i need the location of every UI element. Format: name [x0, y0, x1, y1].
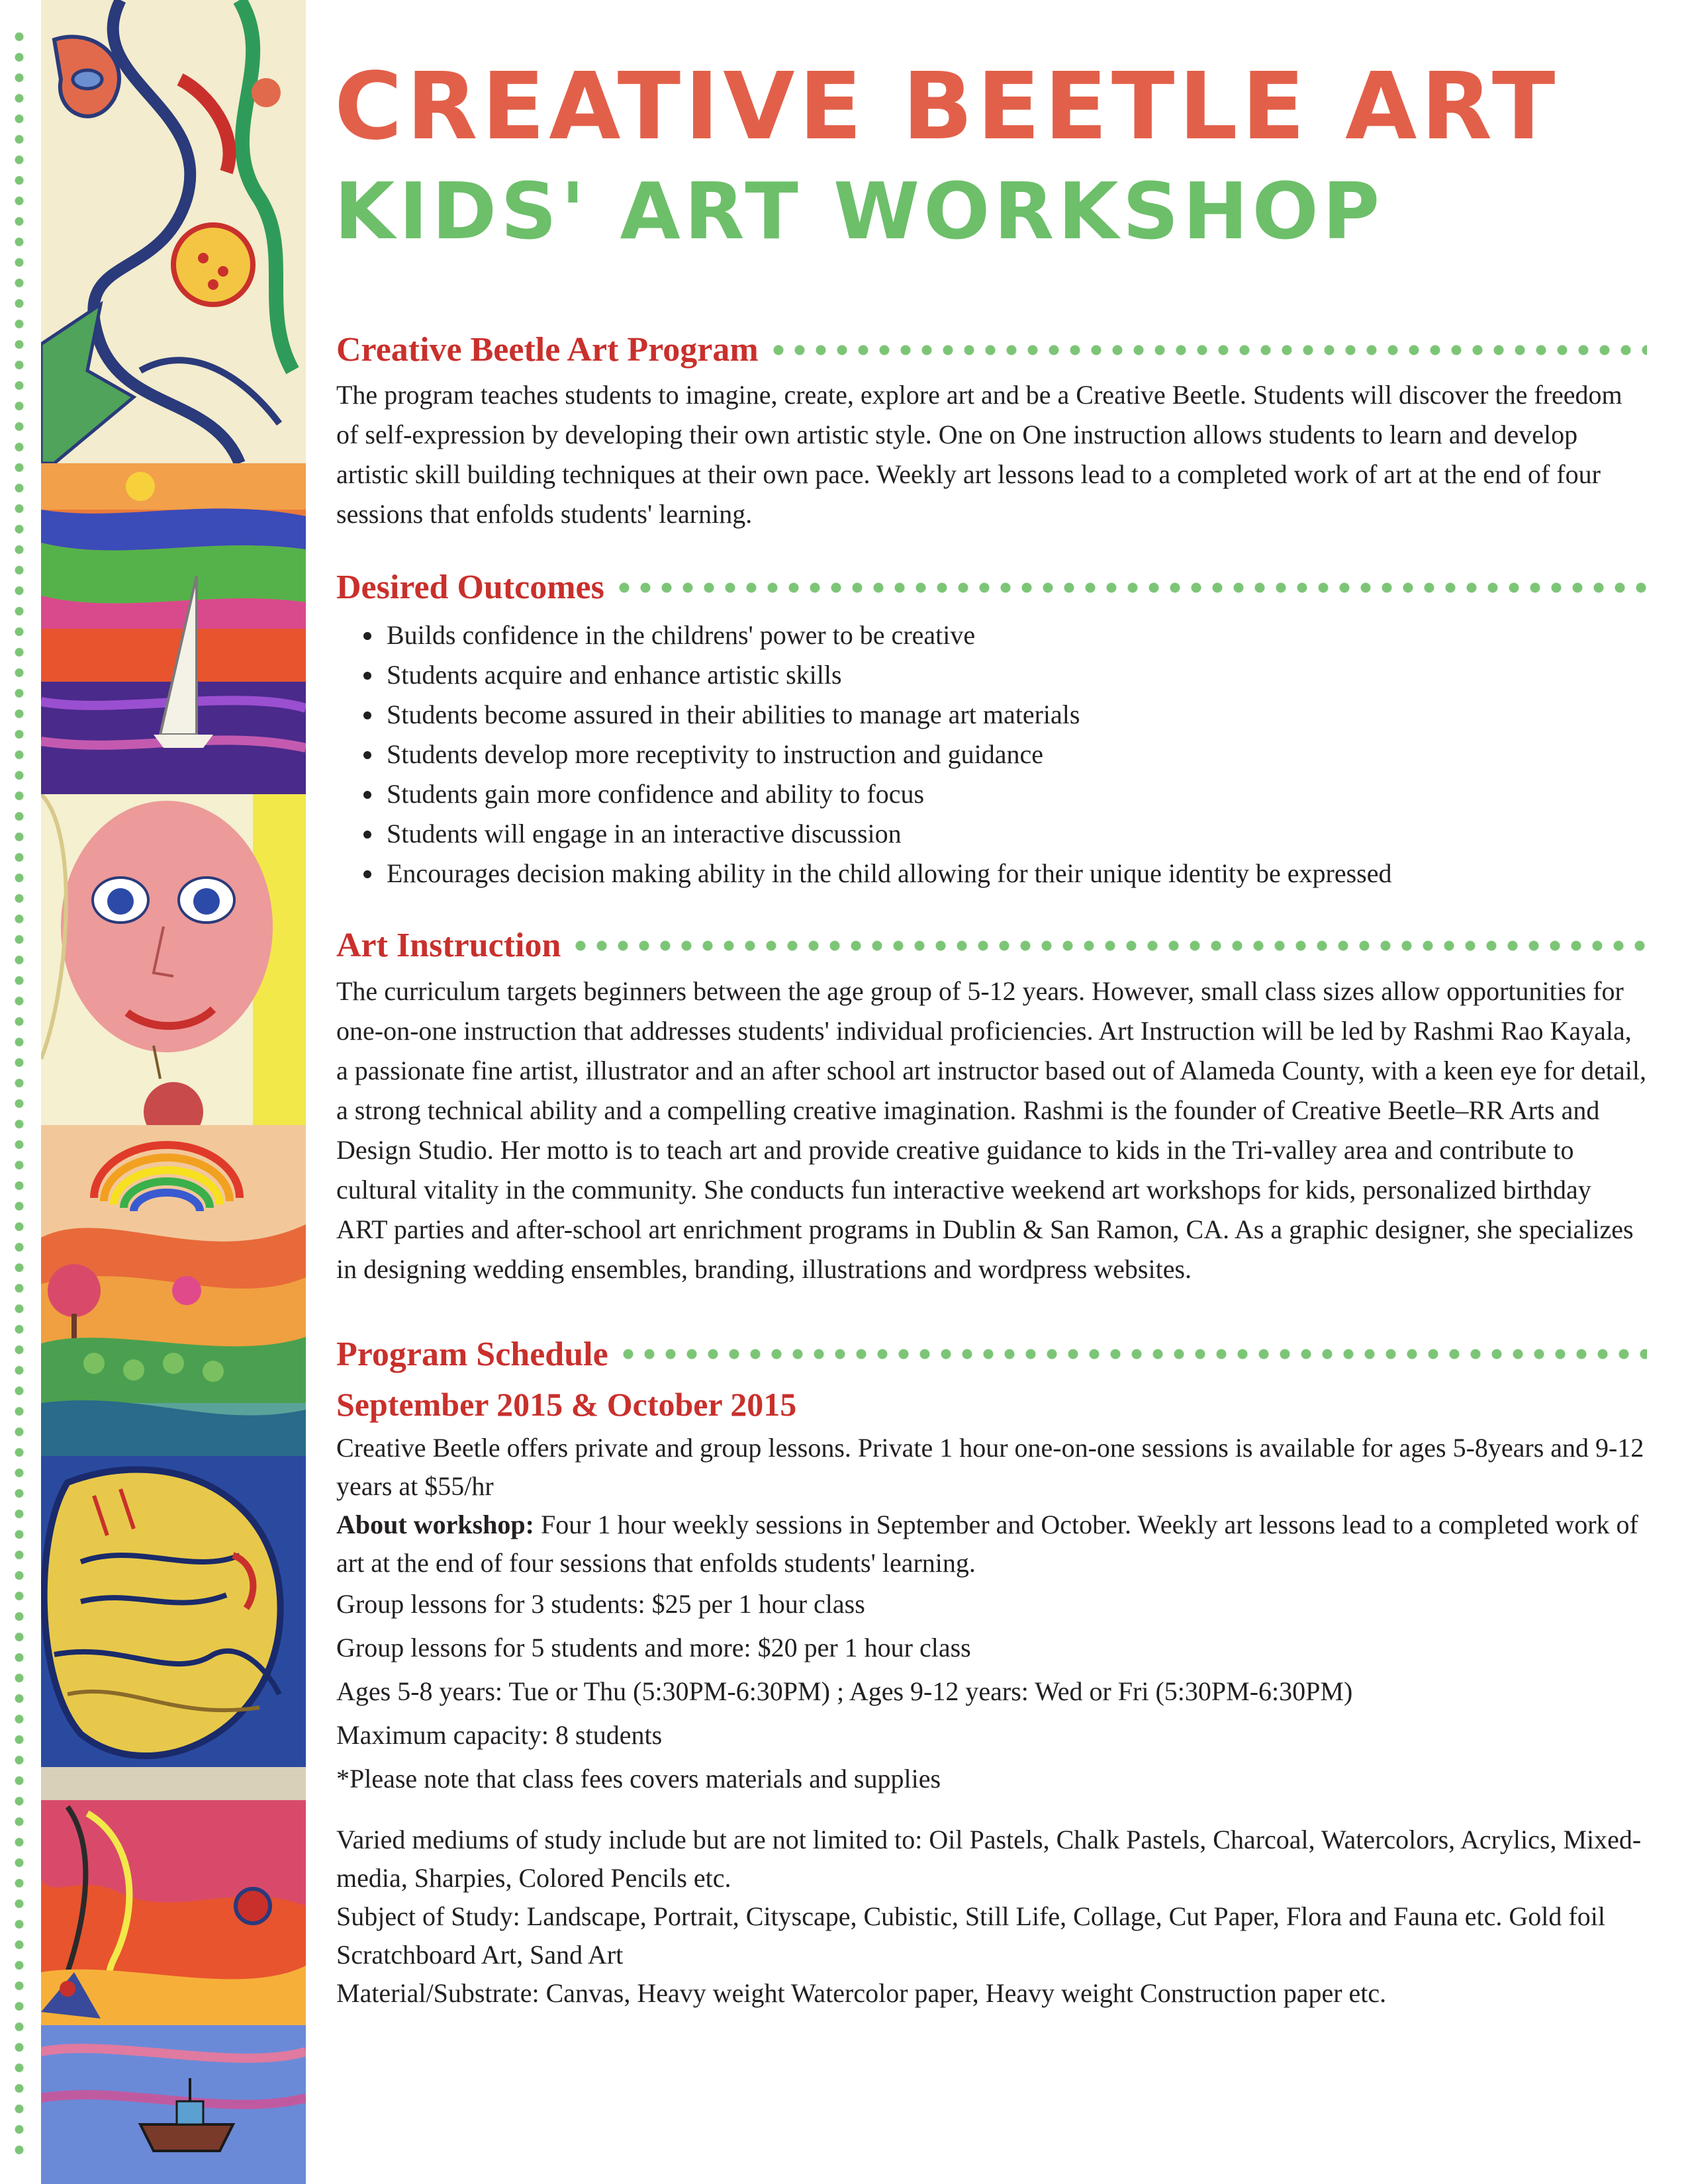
section-title: Creative Beetle Art Program: [336, 331, 759, 369]
group5-text: Group lessons for 5 students and more: $20 per 1 hour class: [336, 1632, 971, 1662]
page-subtitle: KIDS' ART WORKSHOP: [334, 165, 1384, 257]
dotted-rule: [614, 582, 1647, 594]
section-title: Desired Outcomes: [336, 569, 604, 607]
section-heading-outcomes: [336, 569, 1647, 606]
dotted-rule: [768, 344, 1647, 356]
list-item: • Encourages decision making ability in the child allowing for their unique identity be expressed: [384, 854, 1647, 893]
subjects-text: Subject of Study: Landscape, Portrait, Cityscape, Cubistic, Still Life, Collage, Cut Paper, Flora and Fauna etc. Gold foil Scratchboard Art, Sand Art: [336, 1901, 1605, 1970]
artwork-strip: [41, 0, 306, 2184]
list-item: • Builds confidence in the childrens' power to be creative: [384, 615, 1647, 655]
dotted-rule: [618, 1348, 1647, 1360]
main-content: [336, 331, 1647, 2013]
left-dotted-border: [15, 26, 24, 2164]
list-item: • Students gain more confidence and ability to focus: [384, 774, 1647, 814]
artwork-portrait: [41, 794, 306, 1125]
materials-text: Material/Substrate: Canvas, Heavy weight Watercolor paper, Heavy weight Construction paper etc.: [336, 1978, 1387, 2008]
fees-note: *Please note that class fees covers materials and supplies: [336, 1763, 941, 1794]
section-heading-program: [336, 331, 1647, 369]
section-title: Art Instruction: [336, 927, 561, 965]
capacity-text: Maximum capacity: 8 students: [336, 1719, 663, 1750]
artwork-abstract-face: [41, 1456, 306, 1800]
artwork-rainbow: [41, 1125, 306, 1456]
program-description: The program teaches students to imagine, create, explore art and be a Creative Beetle. Students will discover the freedom of self-expression by developing their own artistic style. One on One instruction allows students to learn and develop artistic skill building techniques at their own pace. Weekly art lessons lead to a completed work of art at the end of four sessions that enfolds students' learning.: [336, 380, 1622, 529]
list-item: • Students will engage in an interactive discussion: [384, 814, 1647, 854]
workshop-text: Four 1 hour weekly sessions in September and October. Weekly art lessons lead to a completed work of art at the end of four sessions that enfolds students' learning.: [336, 1509, 1638, 1578]
artwork-paisley: [41, 0, 306, 463]
ages-schedule: Ages 5-8 years: Tue or Thu (5:30PM-6:30PM) ; Ages 9-12 years: Wed or Fri (5:30PM-6:30PM): [336, 1676, 1353, 1706]
private-lessons-text: Creative Beetle offers private and group lessons. Private 1 hour one-on-one sessions is available for ages 5-8years and 9-12 years at $55/hr: [336, 1432, 1644, 1501]
artwork-sailboat: [41, 463, 306, 794]
section-title: Program Schedule: [336, 1335, 608, 1373]
dotted-rule: [570, 940, 1647, 952]
page-title: CREATIVE BEETLE ART: [334, 53, 1560, 161]
artwork-boat-sunset: [41, 1800, 306, 2184]
section-heading-schedule: [336, 1336, 1647, 1373]
outcomes-list: [336, 615, 1647, 893]
list-item: • Students acquire and enhance artistic skills: [384, 655, 1647, 695]
list-item: • Students develop more receptivity to instruction and guidance: [384, 735, 1647, 774]
mediums-text: Varied mediums of study include but are not limited to: Oil Pastels, Chalk Pastels, Charcoal, Watercolors, Acrylics, Mixed-media, Sharpies, Colored Pencils etc.: [336, 1824, 1642, 1893]
schedule-dates: September 2015 & October 2015: [336, 1385, 797, 1423]
instruction-description: The curriculum targets beginners between the age group of 5-12 years. However, small class sizes allow opportunities for one-on-one instruction that addresses students' individual proficiencies. Art Instruction will be led by Rashmi Rao Kayala, a passionate fine artist, illustrator and an after school art instructor based out of Alameda County, with a keen eye for detail, a strong technical ability and a compelling creative imagination. Rashmi is the founder of Creative Beetle–RR Arts and Design Studio. Her motto is to teach art and provide creative guidance to kids in the Tri-valley area and contribute to cultural vitality in the community. She conducts fun interactive weekend art workshops for kids, personalized birthday ART parties and after-school art enrichment programs in Dublin & San Ramon, CA. As a graphic designer, she specializes in designing wedding ensembles, branding, illustrations and wordpress websites.: [336, 976, 1647, 1284]
section-heading-instruction: [336, 927, 1647, 964]
workshop-info: [336, 1506, 1647, 1582]
list-item: • Students become assured in their abilities to manage art materials: [384, 695, 1647, 735]
workshop-label: About workshop:: [336, 1509, 534, 1539]
group3-text: Group lessons for 3 students: $25 per 1 hour class: [336, 1588, 865, 1619]
